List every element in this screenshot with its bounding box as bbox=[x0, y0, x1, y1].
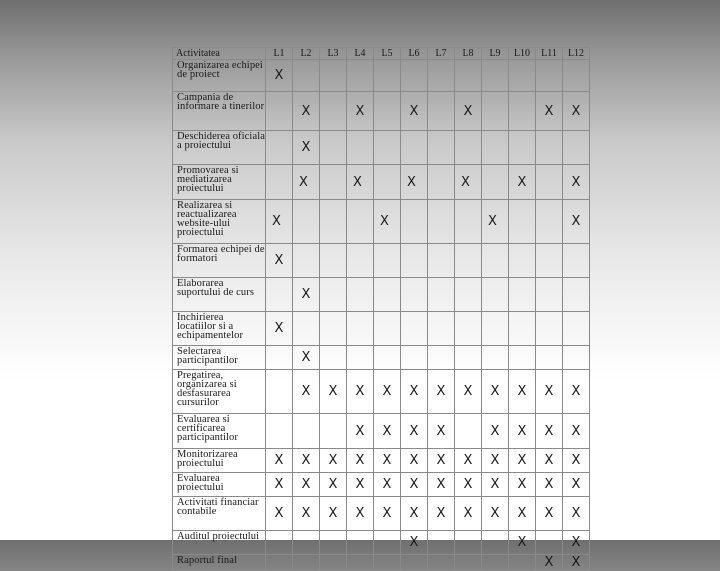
schedule-cell: X bbox=[509, 531, 536, 555]
schedule-cell bbox=[428, 278, 455, 312]
schedule-cell bbox=[320, 60, 347, 92]
schedule-cell bbox=[455, 60, 482, 92]
schedule-cell bbox=[374, 346, 401, 370]
schedule-cell bbox=[347, 278, 374, 312]
schedule-cell: X bbox=[509, 473, 536, 497]
schedule-cell: X bbox=[563, 497, 590, 531]
schedule-cell bbox=[455, 414, 482, 449]
schedule-cell bbox=[536, 346, 563, 370]
schedule-cell bbox=[320, 312, 347, 346]
table-row bbox=[173, 555, 590, 571]
schedule-cell bbox=[482, 531, 509, 555]
table-row bbox=[173, 312, 590, 346]
table-row bbox=[173, 497, 590, 531]
schedule-cell: X bbox=[509, 449, 536, 473]
schedule-cell: X bbox=[347, 497, 374, 531]
schedule-cell bbox=[482, 92, 509, 131]
schedule-cell: X bbox=[509, 370, 536, 414]
schedule-cell: X bbox=[401, 531, 428, 555]
activity-label: Inchirierea locatiilor si a echipamentelor bbox=[173, 312, 266, 346]
schedule-cell bbox=[536, 60, 563, 92]
schedule-cell bbox=[536, 531, 563, 555]
schedule-cell: X bbox=[482, 449, 509, 473]
schedule-cell bbox=[347, 346, 374, 370]
schedule-cell: X bbox=[455, 449, 482, 473]
schedule-cell: X bbox=[536, 92, 563, 131]
schedule-cell: X bbox=[347, 414, 374, 449]
schedule-cell: X bbox=[563, 531, 590, 555]
schedule-cell bbox=[509, 555, 536, 571]
table-row bbox=[173, 370, 590, 414]
schedule-cell bbox=[293, 244, 320, 278]
schedule-cell: X bbox=[536, 449, 563, 473]
schedule-cell bbox=[374, 92, 401, 131]
schedule-cell: X bbox=[509, 497, 536, 531]
schedule-cell bbox=[347, 555, 374, 571]
schedule-cell: X bbox=[563, 449, 590, 473]
schedule-cell: X bbox=[401, 414, 428, 449]
activity-label: Evaluarea proiectului bbox=[173, 473, 266, 497]
schedule-cell: X bbox=[563, 555, 590, 571]
schedule-cell: X bbox=[266, 244, 293, 278]
schedule-cell bbox=[320, 244, 347, 278]
schedule-cell: X bbox=[428, 473, 455, 497]
table-row bbox=[173, 531, 590, 555]
schedule-cell: X bbox=[320, 497, 347, 531]
schedule-cell bbox=[563, 346, 590, 370]
schedule-cell: X bbox=[563, 200, 590, 244]
schedule-cell bbox=[536, 244, 563, 278]
table-row bbox=[173, 165, 590, 200]
schedule-cell bbox=[455, 200, 482, 244]
schedule-cell: X bbox=[347, 165, 374, 200]
schedule-cell bbox=[266, 346, 293, 370]
schedule-cell bbox=[455, 312, 482, 346]
schedule-cell: X bbox=[455, 497, 482, 531]
activity-label: Raportul final bbox=[173, 555, 266, 571]
schedule-cell bbox=[401, 555, 428, 571]
schedule-cell bbox=[347, 312, 374, 346]
schedule-cell bbox=[320, 92, 347, 131]
schedule-cell: X bbox=[266, 60, 293, 92]
schedule-cell bbox=[374, 165, 401, 200]
schedule-cell bbox=[536, 131, 563, 165]
schedule-cell bbox=[428, 244, 455, 278]
month-header-l10: L10 bbox=[509, 48, 536, 60]
schedule-cell bbox=[347, 200, 374, 244]
schedule-cell bbox=[320, 131, 347, 165]
schedule-cell bbox=[482, 278, 509, 312]
activity-label: Evaluarea si certificarea participantilor bbox=[173, 414, 266, 449]
schedule-cell bbox=[374, 278, 401, 312]
schedule-cell: X bbox=[374, 414, 401, 449]
schedule-cell bbox=[293, 200, 320, 244]
schedule-cell bbox=[320, 531, 347, 555]
schedule-cell: X bbox=[347, 92, 374, 131]
schedule-cell: X bbox=[320, 473, 347, 497]
month-header-l2: L2 bbox=[293, 48, 320, 60]
schedule-cell: X bbox=[266, 449, 293, 473]
schedule-cell: X bbox=[347, 370, 374, 414]
schedule-cell: X bbox=[509, 414, 536, 449]
schedule-cell bbox=[320, 414, 347, 449]
schedule-cell bbox=[455, 244, 482, 278]
schedule-cell bbox=[428, 60, 455, 92]
schedule-cell: X bbox=[482, 370, 509, 414]
activity-label: Activitati financiar contabile bbox=[173, 497, 266, 531]
month-header-l3: L3 bbox=[320, 48, 347, 60]
table-row bbox=[173, 244, 590, 278]
schedule-cell bbox=[266, 555, 293, 571]
activity-label: Selectarea participantilor bbox=[173, 346, 266, 370]
month-header-l12: L12 bbox=[563, 48, 590, 60]
schedule-cell bbox=[320, 555, 347, 571]
schedule-cell bbox=[320, 278, 347, 312]
schedule-cell bbox=[320, 346, 347, 370]
schedule-cell bbox=[428, 531, 455, 555]
schedule-cell: X bbox=[482, 200, 509, 244]
schedule-cell: X bbox=[428, 414, 455, 449]
schedule-cell: X bbox=[293, 278, 320, 312]
schedule-cell: X bbox=[293, 497, 320, 531]
schedule-cell bbox=[266, 370, 293, 414]
activity-label: Pregatirea, organizarea si desfasurarea cursurilor bbox=[173, 370, 266, 414]
schedule-cell bbox=[320, 165, 347, 200]
table-row bbox=[173, 131, 590, 165]
activity-label: Deschiderea oficiala a proiectului bbox=[173, 131, 266, 165]
activity-schedule-table bbox=[172, 47, 590, 571]
schedule-cell bbox=[509, 278, 536, 312]
schedule-cell bbox=[563, 131, 590, 165]
activity-label: Organizarea echipei de proiect bbox=[173, 60, 266, 92]
schedule-cell bbox=[374, 131, 401, 165]
schedule-cell bbox=[374, 244, 401, 278]
month-header-l4: L4 bbox=[347, 48, 374, 60]
schedule-cell bbox=[536, 278, 563, 312]
schedule-cell: X bbox=[401, 370, 428, 414]
schedule-cell bbox=[374, 531, 401, 555]
schedule-cell: X bbox=[482, 473, 509, 497]
schedule-cell: X bbox=[293, 92, 320, 131]
schedule-cell: X bbox=[455, 92, 482, 131]
schedule-cell: X bbox=[374, 370, 401, 414]
schedule-cell bbox=[266, 278, 293, 312]
schedule-cell bbox=[428, 131, 455, 165]
month-header-l5: L5 bbox=[374, 48, 401, 60]
schedule-cell: X bbox=[293, 165, 320, 200]
schedule-cell bbox=[455, 131, 482, 165]
schedule-cell bbox=[536, 165, 563, 200]
table-row bbox=[173, 200, 590, 244]
schedule-cell: X bbox=[509, 165, 536, 200]
table-row bbox=[173, 449, 590, 473]
schedule-cell bbox=[266, 92, 293, 131]
schedule-cell bbox=[482, 131, 509, 165]
month-header-l11: L11 bbox=[536, 48, 563, 60]
schedule-cell: X bbox=[428, 370, 455, 414]
table-row bbox=[173, 346, 590, 370]
schedule-cell: X bbox=[293, 131, 320, 165]
schedule-cell: X bbox=[536, 497, 563, 531]
schedule-cell: X bbox=[401, 497, 428, 531]
schedule-cell bbox=[374, 60, 401, 92]
schedule-cell: X bbox=[401, 92, 428, 131]
schedule-cell bbox=[374, 555, 401, 571]
schedule-cell: X bbox=[266, 473, 293, 497]
schedule-cell bbox=[401, 346, 428, 370]
activity-label: Realizarea si reactualizarea website-ului proiectului bbox=[173, 200, 266, 244]
activity-label: Campania de informare a tinerilor bbox=[173, 92, 266, 131]
schedule-cell bbox=[563, 278, 590, 312]
schedule-cell bbox=[428, 165, 455, 200]
schedule-cell bbox=[482, 555, 509, 571]
activity-column-header: Activitatea bbox=[173, 48, 266, 60]
month-header-l8: L8 bbox=[455, 48, 482, 60]
schedule-cell bbox=[509, 131, 536, 165]
schedule-cell bbox=[347, 131, 374, 165]
schedule-cell bbox=[347, 531, 374, 555]
schedule-cell: X bbox=[347, 473, 374, 497]
schedule-cell bbox=[482, 346, 509, 370]
schedule-cell: X bbox=[563, 370, 590, 414]
schedule-cell bbox=[347, 60, 374, 92]
schedule-cell: X bbox=[401, 165, 428, 200]
schedule-cell: X bbox=[536, 555, 563, 571]
schedule-cell bbox=[293, 312, 320, 346]
schedule-cell bbox=[401, 244, 428, 278]
schedule-cell: X bbox=[293, 370, 320, 414]
schedule-cell: X bbox=[374, 449, 401, 473]
schedule-cell bbox=[428, 555, 455, 571]
schedule-cell: X bbox=[266, 497, 293, 531]
schedule-cell: X bbox=[563, 414, 590, 449]
schedule-cell bbox=[455, 531, 482, 555]
schedule-cell bbox=[401, 131, 428, 165]
schedule-cell: X bbox=[563, 92, 590, 131]
schedule-cell bbox=[563, 60, 590, 92]
schedule-cell bbox=[428, 200, 455, 244]
schedule-cell bbox=[266, 531, 293, 555]
schedule-cell bbox=[428, 346, 455, 370]
schedule-cell bbox=[455, 555, 482, 571]
table-row bbox=[173, 473, 590, 497]
schedule-cell: X bbox=[320, 370, 347, 414]
schedule-cell bbox=[509, 346, 536, 370]
table-row bbox=[173, 414, 590, 449]
schedule-cell bbox=[509, 200, 536, 244]
schedule-cell bbox=[509, 312, 536, 346]
schedule-cell: X bbox=[374, 473, 401, 497]
table-row bbox=[173, 92, 590, 131]
table-row bbox=[173, 60, 590, 92]
schedule-cell bbox=[266, 165, 293, 200]
schedule-cell bbox=[401, 60, 428, 92]
activity-label: Formarea echipei de formatori bbox=[173, 244, 266, 278]
schedule-cell: X bbox=[428, 497, 455, 531]
schedule-cell bbox=[536, 200, 563, 244]
schedule-cell: X bbox=[455, 370, 482, 414]
schedule-cell bbox=[401, 200, 428, 244]
table-row bbox=[173, 278, 590, 312]
schedule-cell: X bbox=[536, 473, 563, 497]
schedule-cell bbox=[509, 244, 536, 278]
schedule-cell bbox=[401, 312, 428, 346]
schedule-cell bbox=[374, 312, 401, 346]
activity-label: Promovarea si mediatizarea proiectului bbox=[173, 165, 266, 200]
month-header-l1: L1 bbox=[266, 48, 293, 60]
schedule-cell bbox=[266, 131, 293, 165]
month-header-l6: L6 bbox=[401, 48, 428, 60]
schedule-cell bbox=[455, 278, 482, 312]
schedule-cell: X bbox=[266, 200, 293, 244]
schedule-cell bbox=[428, 92, 455, 131]
schedule-cell: X bbox=[293, 473, 320, 497]
schedule-cell: X bbox=[536, 370, 563, 414]
schedule-cell bbox=[482, 60, 509, 92]
schedule-cell bbox=[482, 312, 509, 346]
schedule-cell: X bbox=[401, 473, 428, 497]
schedule-cell bbox=[509, 60, 536, 92]
activity-label: Elaborarea suportului de curs bbox=[173, 278, 266, 312]
schedule-cell: X bbox=[266, 312, 293, 346]
schedule-cell: X bbox=[320, 449, 347, 473]
schedule-cell: X bbox=[401, 449, 428, 473]
schedule-cell: X bbox=[536, 414, 563, 449]
schedule-cell bbox=[293, 414, 320, 449]
schedule-cell bbox=[347, 244, 374, 278]
schedule-cell bbox=[293, 531, 320, 555]
schedule-cell bbox=[428, 312, 455, 346]
month-header-l7: L7 bbox=[428, 48, 455, 60]
schedule-cell bbox=[293, 555, 320, 571]
schedule-cell bbox=[563, 312, 590, 346]
schedule-cell bbox=[266, 414, 293, 449]
schedule-cell: X bbox=[482, 414, 509, 449]
schedule-cell: X bbox=[455, 165, 482, 200]
schedule-cell: X bbox=[563, 165, 590, 200]
schedule-cell: X bbox=[455, 473, 482, 497]
schedule-cell bbox=[320, 200, 347, 244]
schedule-cell bbox=[482, 165, 509, 200]
schedule-cell: X bbox=[374, 200, 401, 244]
schedule-cell: X bbox=[563, 473, 590, 497]
month-header-l9: L9 bbox=[482, 48, 509, 60]
activity-label: Auditul proiectului bbox=[173, 531, 266, 555]
schedule-cell: X bbox=[293, 449, 320, 473]
schedule-cell bbox=[455, 346, 482, 370]
schedule-cell bbox=[293, 60, 320, 92]
schedule-cell: X bbox=[482, 497, 509, 531]
schedule-cell: X bbox=[293, 346, 320, 370]
schedule-cell bbox=[401, 278, 428, 312]
schedule-cell bbox=[509, 92, 536, 131]
header-row bbox=[173, 48, 590, 60]
schedule-cell: X bbox=[428, 449, 455, 473]
schedule-cell: X bbox=[374, 497, 401, 531]
activity-label: Monitorizarea proiectului bbox=[173, 449, 266, 473]
schedule-cell bbox=[563, 244, 590, 278]
schedule-cell bbox=[482, 244, 509, 278]
schedule-cell bbox=[536, 312, 563, 346]
schedule-cell: X bbox=[347, 449, 374, 473]
